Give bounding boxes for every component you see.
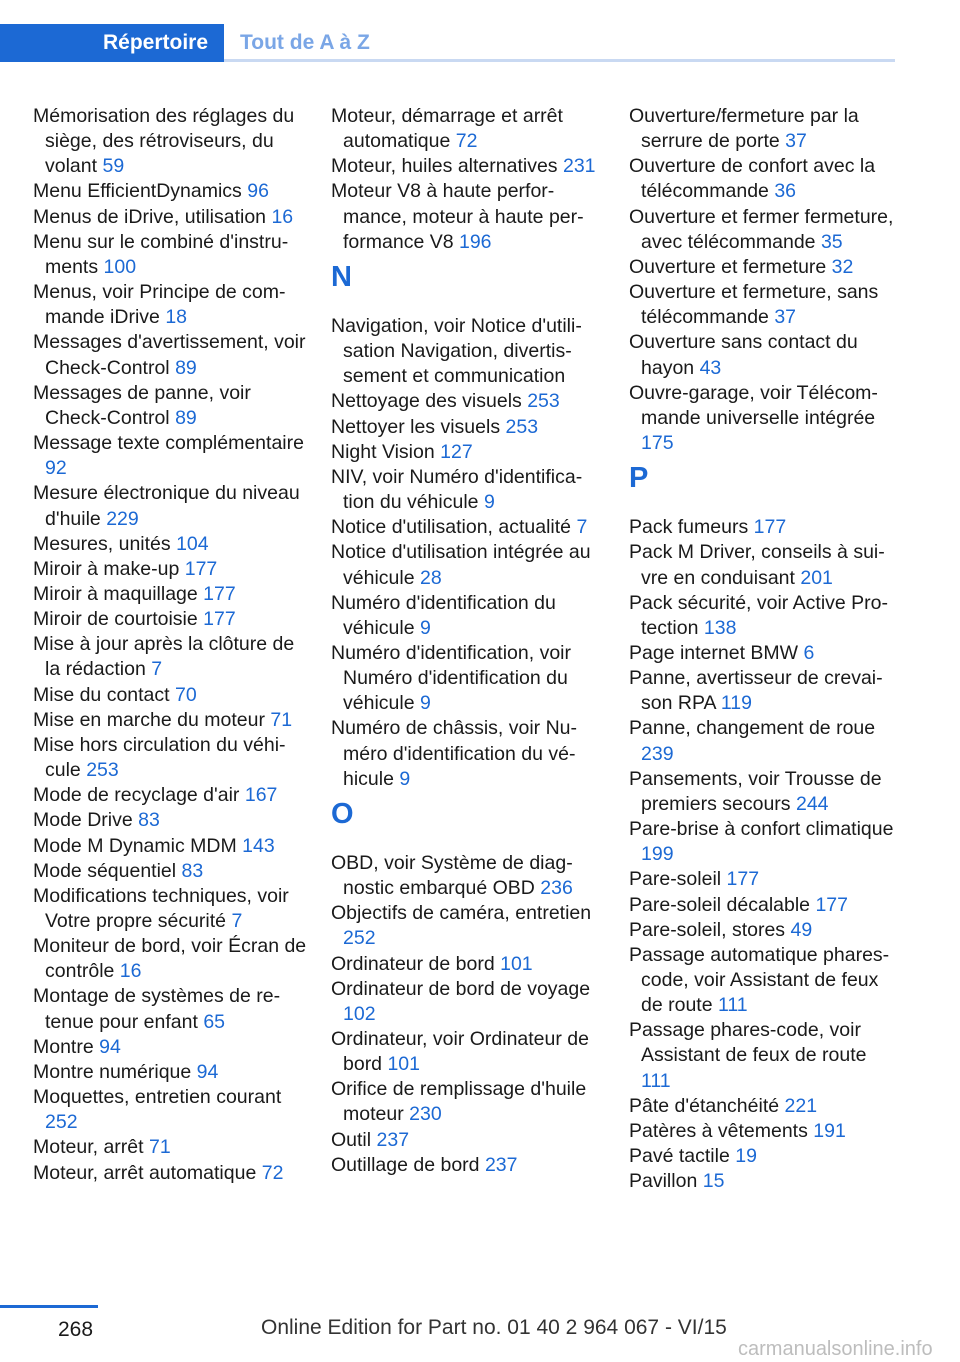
- index-entry-text: Mise hors circulation du véhicule: [33, 733, 286, 782]
- page-link[interactable]: 72: [455, 130, 478, 153]
- page-link[interactable]: 201: [800, 566, 833, 589]
- index-entry-text: Moteur, huiles alternatives: [331, 155, 558, 178]
- page-link[interactable]: 6: [803, 641, 815, 664]
- index-entry: [33, 708, 308, 733]
- edition-note: Online Edition for Part no. 01 40 2 964 067 - VI/15: [261, 1316, 727, 1339]
- index-entry-text: Pare-brise à confort climatique: [629, 818, 894, 841]
- index-entry-text: Message texte complémentaire: [33, 432, 304, 455]
- page-link[interactable]: 237: [484, 1153, 518, 1176]
- index-entry: [33, 733, 308, 783]
- page-link[interactable]: 72: [261, 1161, 284, 1184]
- index-entry: [331, 1153, 606, 1178]
- page-link[interactable]: 175: [641, 432, 674, 455]
- index-entry: [331, 465, 606, 515]
- index-entry: [331, 415, 606, 440]
- tab-repertoire[interactable]: Répertoire: [0, 24, 224, 62]
- page-link[interactable]: 111: [717, 994, 748, 1017]
- index-entry: [629, 381, 899, 456]
- index-entry-text: Pare-soleil: [629, 868, 722, 891]
- index-entry-text: Miroir à make-up: [33, 557, 180, 580]
- index-entry: [629, 280, 899, 330]
- index-entry-text: Pare-soleil, stores: [629, 918, 786, 941]
- index-entry: [33, 1135, 308, 1160]
- index-entry: [33, 205, 308, 230]
- page-link[interactable]: 101: [387, 1053, 420, 1076]
- index-entry-text: Nettoyer les visuels: [331, 415, 501, 438]
- index-entry-text: Messages d'avertissement, voir Check-Control: [33, 331, 306, 379]
- index-entry: [331, 314, 606, 389]
- index-entry-text: Orifice de remplissage d'huile moteur: [331, 1078, 587, 1126]
- index-entry: [629, 1094, 899, 1119]
- index-entry-text: Moquettes, entretien courant: [33, 1086, 282, 1109]
- section-letter: P: [629, 462, 649, 495]
- index-entry-text: Montre numérique: [33, 1060, 192, 1083]
- page-link[interactable]: 127: [440, 440, 473, 463]
- page-link[interactable]: 177: [203, 582, 236, 605]
- index-entry-text: Pack fumeurs: [629, 516, 749, 539]
- index-entry: [33, 834, 308, 859]
- index-entry: [331, 952, 606, 977]
- page-link[interactable]: 43: [699, 356, 722, 379]
- page-link[interactable]: 71: [270, 708, 293, 731]
- index-entry-text: Night Vision: [331, 440, 435, 463]
- index-entry-text: Miroir à maquillage: [33, 582, 198, 605]
- index-entry-text: Outil: [331, 1128, 372, 1151]
- index-entry: [629, 867, 899, 892]
- footer-divider: [0, 1305, 98, 1308]
- index-entry-text: Moteur, démarrage et arrêt automatique: [331, 105, 563, 153]
- page-link[interactable]: 83: [181, 859, 204, 882]
- index-entry-text: Nettoyage des visuels: [331, 390, 522, 413]
- index-entry: [629, 817, 899, 867]
- index-entry-text: Mode Drive: [33, 809, 133, 832]
- page-link[interactable]: 252: [45, 1111, 78, 1134]
- index-entry-text: Ordinateur de bord: [331, 952, 495, 975]
- index-entry: [33, 330, 308, 380]
- index-entry-text: Pavillon: [629, 1170, 698, 1193]
- page-link[interactable]: 9: [399, 767, 411, 790]
- index-entry: [33, 179, 308, 204]
- index-entry: [33, 984, 308, 1034]
- index-entry: [33, 104, 308, 179]
- page-number: 268: [58, 1318, 94, 1341]
- page-link[interactable]: 221: [784, 1094, 818, 1117]
- index-entry: [33, 934, 308, 984]
- index-entry: [33, 280, 308, 330]
- page-link[interactable]: 177: [203, 608, 236, 631]
- page-link[interactable]: 15: [702, 1170, 725, 1193]
- index-entry: [331, 977, 606, 1027]
- page-link[interactable]: 37: [785, 130, 807, 153]
- index-column-2: [331, 104, 606, 1178]
- index-entry-text: Moteur, arrêt automatique: [33, 1161, 257, 1184]
- index-entry-text: Ouverture sans contact du hayon: [629, 331, 858, 379]
- index-entry: [33, 1161, 308, 1186]
- page-link[interactable]: 16: [119, 960, 142, 983]
- index-entry: [629, 1119, 899, 1144]
- page-link[interactable]: 92: [45, 457, 67, 480]
- index-entry-text: Pâte d'étanchéité: [629, 1094, 780, 1117]
- page-link[interactable]: 100: [103, 255, 137, 278]
- index-entry-text: Ouverture et fermeture, sans télécommande: [629, 281, 879, 329]
- page-link[interactable]: 230: [409, 1103, 442, 1126]
- page-link[interactable]: 229: [106, 507, 139, 530]
- index-entry: [33, 859, 308, 884]
- page-link[interactable]: 36: [774, 180, 797, 203]
- page-link[interactable]: 7: [231, 910, 243, 932]
- page-link[interactable]: 101: [500, 952, 533, 975]
- index-entry: [331, 440, 606, 465]
- page-link[interactable]: 16: [271, 205, 294, 228]
- index-entry: [33, 582, 308, 607]
- index-entry: [331, 389, 606, 414]
- page-link[interactable]: 231: [562, 155, 596, 178]
- page-link[interactable]: 96: [247, 180, 269, 203]
- index-entry-text: Ordinateur, voir Ordinateur de bord: [331, 1028, 589, 1076]
- index-column-1: [33, 104, 308, 1186]
- page-link[interactable]: 32: [831, 255, 854, 278]
- page-link[interactable]: 94: [99, 1035, 121, 1058]
- index-entry: [33, 381, 308, 431]
- index-entry: [33, 783, 308, 808]
- page-link[interactable]: 236: [540, 877, 573, 900]
- index-entry: [331, 154, 606, 179]
- index-entry: [33, 230, 308, 280]
- page-link[interactable]: 7: [576, 516, 588, 539]
- index-entry-text: Pansements, voir Trousse de premiers secours: [629, 767, 882, 815]
- page-link[interactable]: 19: [735, 1145, 757, 1168]
- index-entry-text: Moteur, arrêt: [33, 1136, 144, 1159]
- index-entry: [331, 641, 606, 716]
- index-entry: [629, 330, 899, 380]
- index-entry: [33, 1060, 308, 1085]
- tab-tout-de-a-a-z[interactable]: Tout de A à Z: [240, 31, 370, 54]
- index-entry-text: Modifications techniques, voir Votre propre sécurité: [33, 884, 289, 932]
- page-link[interactable]: 37: [774, 306, 797, 329]
- index-entry: [629, 641, 899, 666]
- page-link[interactable]: 196: [458, 230, 492, 253]
- index-entry: [33, 1035, 308, 1060]
- index-entry: [33, 607, 308, 632]
- index-entry: [629, 515, 899, 540]
- index-entry-text: Menus de iDrive, utilisation: [33, 205, 267, 228]
- index-entry-text: OBD, voir Système de diagnostic embarqué OBD: [331, 851, 573, 900]
- index-entry: [331, 179, 606, 254]
- index-entry: [629, 716, 899, 766]
- index-entry-text: Ordinateur de bord de voyage: [331, 977, 591, 1000]
- index-entry-text: Objectifs de caméra, entretien: [331, 902, 592, 925]
- index-entry: [331, 851, 606, 901]
- index-entry-text: Notice d'utilisation, actualité: [331, 516, 572, 539]
- index-entry-text: Panne, changement de roue: [629, 717, 876, 740]
- page-link[interactable]: 70: [175, 683, 197, 706]
- index-entry: [629, 666, 899, 716]
- index-entry-text: Menu sur le combiné d'instruments: [33, 230, 289, 278]
- index-entry-text: Mode M Dynamic MDM: [33, 834, 237, 857]
- index-entry: [629, 918, 899, 943]
- index-entry: [331, 1027, 606, 1077]
- page-link[interactable]: 89: [175, 356, 197, 379]
- index-entry-text: Moniteur de bord, voir Écran de contrôle: [33, 935, 307, 983]
- index-entry-text: Mode de recyclage d'air: [33, 784, 240, 807]
- index-entry: [629, 893, 899, 918]
- index-entry-text: Montre: [33, 1035, 94, 1058]
- page-link[interactable]: 199: [641, 843, 674, 866]
- index-entry-text: Pack sécurité, voir Active Protection: [629, 591, 889, 639]
- index-entry-text: Pavé tactile: [629, 1145, 730, 1168]
- index-entry: [331, 901, 606, 951]
- index-entry: [629, 154, 899, 204]
- index-entry-text: Ouverture et fermer fermeture, avec télécommande: [629, 205, 894, 253]
- index-entry: [33, 884, 308, 934]
- index-entry-text: Mesures, unités: [33, 532, 171, 555]
- index-entry-text: Mise en marche du moteur: [33, 708, 265, 731]
- index-entry: [629, 104, 899, 154]
- index-entry: [331, 540, 606, 590]
- index-entry-text: Mémorisation des réglages du siège, des rétroviseurs, du volant: [33, 105, 295, 178]
- page-link[interactable]: 89: [175, 406, 197, 429]
- page-link[interactable]: 18: [165, 306, 188, 329]
- index-entry-text: Mise du contact: [33, 683, 170, 706]
- index-entry: [33, 808, 308, 833]
- page-link[interactable]: 9: [419, 692, 431, 715]
- page-link[interactable]: 119: [720, 692, 752, 715]
- index-entry-text: Menu EfficientDynamics: [33, 180, 242, 203]
- page-link[interactable]: 177: [815, 893, 848, 916]
- index-entry-text: Numéro de châssis, voir Numéro d'identification du véhicule: [331, 717, 578, 790]
- page-link[interactable]: 244: [795, 792, 829, 815]
- section-letter: O: [331, 797, 354, 830]
- index-entry-text: Page internet BMW: [629, 641, 799, 664]
- index-entry-text: Pack M Driver, conseils à suivre en conduisant: [629, 541, 885, 589]
- index-entry: [629, 767, 899, 817]
- index-entry-text: Mise à jour après la clôture de la rédaction: [33, 633, 295, 681]
- page-link[interactable]: 59: [102, 155, 125, 178]
- page-link[interactable]: 71: [148, 1136, 171, 1159]
- index-entry-text: Ouverture/fermeture par la serrure de porte: [629, 105, 859, 153]
- index-entry: [331, 104, 606, 154]
- page-link[interactable]: 191: [813, 1119, 846, 1142]
- page-link[interactable]: 9: [483, 491, 495, 514]
- index-entry: [331, 1077, 606, 1127]
- index-entry-text: Ouverture de confort avec la télécommande: [629, 155, 876, 203]
- index-entry: [629, 591, 899, 641]
- index-entry-text: Miroir de courtoisie: [33, 608, 198, 631]
- page-link[interactable]: 102: [343, 1002, 376, 1025]
- index-entry: [331, 591, 606, 641]
- index-entry-text: Passage phares-code, voir Assistant de feux de route: [629, 1019, 867, 1067]
- index-entry: [33, 1085, 308, 1135]
- page-link[interactable]: 94: [196, 1060, 219, 1083]
- index-entry-text: NIV, voir Numéro d'identification du véhicule: [331, 465, 583, 514]
- page-link[interactable]: 143: [242, 834, 275, 857]
- section-letter: N: [331, 260, 352, 293]
- page-link[interactable]: 104: [176, 532, 209, 555]
- index-entry: [33, 481, 308, 531]
- watermark: carmanualsonline.info: [738, 1338, 933, 1360]
- page-link[interactable]: 65: [203, 1010, 226, 1033]
- index-entry: [331, 1128, 606, 1153]
- index-entry-text: Messages de panne, voir Check-Control: [33, 381, 251, 429]
- page-link[interactable]: 167: [244, 784, 278, 807]
- index-entry-text: Montage de systèmes de retenue pour enfant: [33, 985, 281, 1033]
- index-entry-text: Ouverture et fermeture: [629, 255, 827, 278]
- page-link[interactable]: 253: [86, 759, 119, 782]
- index-entry: [33, 683, 308, 708]
- index-entry-text: Moteur V8 à haute performance, moteur à haute performance V8: [331, 180, 584, 253]
- index-entry-text: Mode séquentiel: [33, 859, 177, 882]
- header-divider: [224, 59, 895, 62]
- index-entry: [331, 716, 606, 791]
- index-entry-text: Outillage de bord: [331, 1153, 480, 1176]
- page-link[interactable]: 239: [641, 742, 674, 765]
- index-entry: [629, 540, 899, 590]
- index-entry: [331, 515, 606, 540]
- index-entry-text: Pare-soleil décalable: [629, 893, 811, 916]
- page-link[interactable]: 138: [703, 616, 737, 639]
- index-entry-text: Numéro d'identification du véhicule: [331, 591, 556, 639]
- index-entry-text: Navigation, voir Notice d'utilisation Navigation, divertissement et communication: [331, 314, 582, 388]
- index-entry: [629, 255, 899, 280]
- page-link[interactable]: 28: [419, 566, 442, 589]
- index-entry: [629, 1144, 899, 1169]
- index-entry: [629, 205, 899, 255]
- index-entry: [33, 532, 308, 557]
- page-link[interactable]: 177: [726, 868, 760, 891]
- page-link[interactable]: 252: [343, 927, 376, 950]
- page-link[interactable]: 177: [184, 557, 218, 580]
- index-entry: [33, 431, 308, 481]
- page-link[interactable]: 253: [527, 390, 560, 413]
- index-entry-text: Numéro d'identification, voir Numéro d'identification du véhicule: [331, 641, 571, 715]
- page-link[interactable]: 253: [505, 415, 539, 438]
- page-link[interactable]: 111: [641, 1069, 671, 1092]
- index-entry: [33, 557, 308, 582]
- index-entry: [629, 1018, 899, 1093]
- index-entry-text: Patères à vêtements: [629, 1119, 808, 1142]
- index-entry-text: Menus, voir Principe de commande iDrive: [33, 281, 286, 329]
- page-link[interactable]: 49: [790, 918, 813, 941]
- header: [0, 0, 960, 62]
- index-entry-text: Mesure électronique du niveau d'huile: [33, 482, 300, 530]
- index-entry: [629, 943, 899, 1018]
- index-entry-text: Panne, avertisseur de crevaison RPA: [629, 667, 883, 715]
- page-link[interactable]: 237: [376, 1128, 410, 1151]
- page-link[interactable]: 9: [419, 616, 431, 639]
- page-link[interactable]: 83: [138, 809, 160, 832]
- index-entry-text: Passage automatique phares-code, voir Assistant de feux de route: [629, 943, 890, 1017]
- index-entry-text: Notice d'utilisation intégrée au véhicule: [331, 541, 591, 589]
- index-column-3: [629, 104, 899, 1194]
- index-entry-text: Ouvre-garage, voir Télécommande universelle intégrée: [629, 381, 878, 429]
- page-link[interactable]: 177: [753, 516, 787, 539]
- index-entry: [33, 632, 308, 682]
- index-entry: [629, 1169, 899, 1194]
- page-link[interactable]: 7: [151, 658, 163, 681]
- page-link[interactable]: 35: [820, 230, 843, 253]
